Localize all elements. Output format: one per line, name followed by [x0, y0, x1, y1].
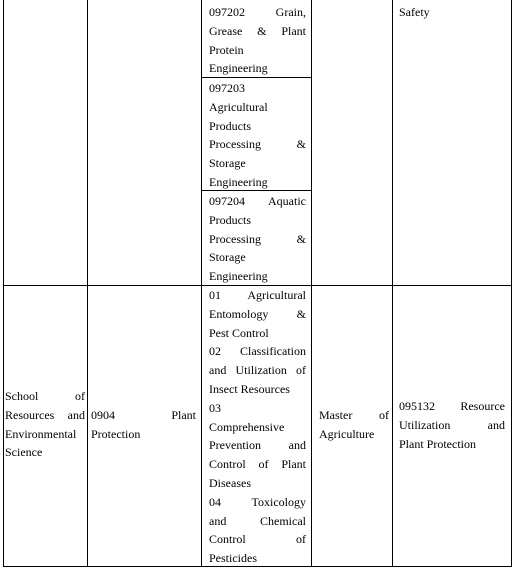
field-line: Utilization and: [399, 417, 505, 432]
field-cell-row1: [399, 3, 505, 22]
specialty-line: Engineering: [209, 61, 268, 76]
school-line: School of: [5, 389, 85, 403]
column-divider-1: [87, 0, 88, 567]
specialty-cell-097204: [209, 192, 306, 286]
direction-line: 02 Classification: [209, 344, 306, 359]
column-divider-4: [392, 0, 393, 567]
specialty-line: 097203: [209, 81, 245, 95]
direction-line: Pest Control: [209, 325, 269, 340]
field-cell-row2: [399, 397, 505, 453]
table-border-right: [511, 0, 512, 567]
direction-line: and Utilization of: [209, 363, 306, 378]
school-line: Science: [5, 445, 43, 460]
discipline-line: 0904 Plant: [91, 408, 196, 422]
direction-line: 01 Agricultural: [209, 288, 306, 302]
direction-line: Prevention and: [209, 438, 306, 453]
specialty-line: Storage: [209, 156, 246, 171]
program-table: [3, 0, 511, 567]
discipline-cell: [91, 406, 196, 444]
column-divider-3: [311, 0, 312, 567]
specialty-line: 097202 Grain,: [209, 5, 306, 19]
specialty-line: Processing &: [209, 137, 306, 152]
specialty-line: Storage: [209, 250, 246, 265]
specialty-line: Grease & Plant: [209, 23, 306, 38]
column-divider-2: [201, 0, 202, 567]
specialty-line: Products: [209, 212, 251, 227]
direction-line: Entomology &: [209, 306, 306, 321]
research-directions-cell: [209, 286, 306, 568]
school-cell: [5, 387, 85, 462]
degree-line: Agriculture: [319, 426, 375, 441]
direction-line: Comprehensive: [209, 419, 285, 434]
specialty-cell-097202: [209, 3, 306, 78]
specialty-cell-097203: [209, 79, 306, 192]
specialty-line: Protein: [209, 42, 244, 57]
direction-line: Control of: [209, 532, 306, 547]
specialty-line: Engineering: [209, 269, 268, 284]
direction-line: Pesticides: [209, 551, 257, 566]
direction-line: Diseases: [209, 475, 251, 490]
specialty-line: Engineering: [209, 174, 268, 189]
field-line: Plant Protection: [399, 436, 476, 451]
specialty-line: Agricultural: [209, 99, 268, 114]
specialty-line: Processing &: [209, 231, 306, 246]
degree-line: Master of: [319, 408, 389, 422]
field-line: 095132 Resource: [399, 399, 505, 413]
direction-line: 03: [209, 400, 221, 415]
school-line: Environmental: [5, 426, 77, 441]
school-line: Resources and: [5, 407, 85, 422]
table-border-left: [3, 0, 4, 567]
specialty-line: 097204 Aquatic: [209, 194, 306, 208]
direction-line: Control of Plant: [209, 457, 306, 472]
direction-line: and Chemical: [209, 513, 306, 528]
specialty-line: Products: [209, 118, 251, 133]
direction-line: Insect Resources: [209, 381, 290, 396]
direction-line: 04 Toxicology: [209, 494, 306, 509]
discipline-line: Protection: [91, 426, 141, 441]
degree-cell: [319, 406, 389, 444]
field-line: Safety: [399, 5, 430, 19]
